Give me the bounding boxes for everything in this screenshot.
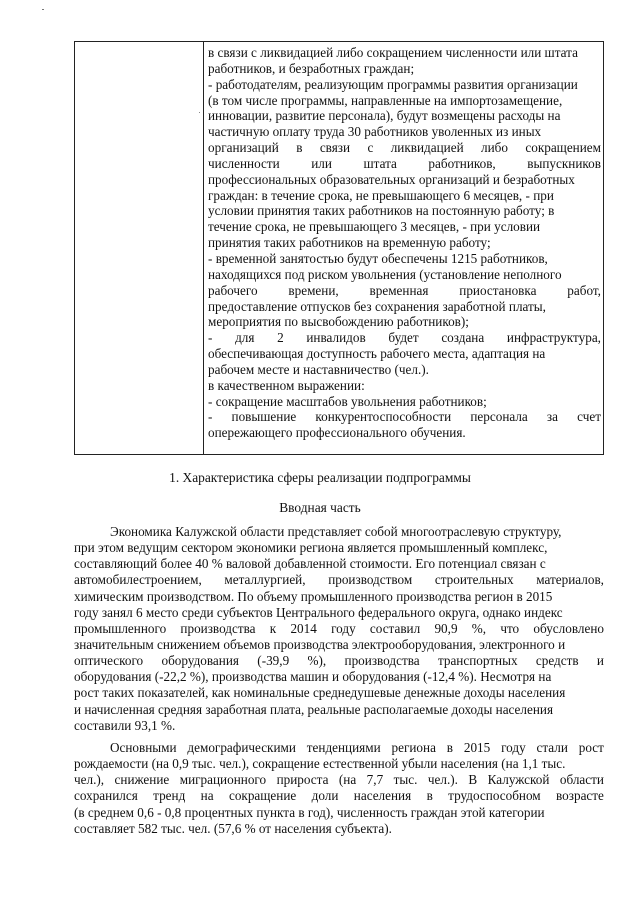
word: инфраструктура,: [506, 330, 601, 346]
word: конкурентоспособности: [315, 409, 452, 425]
word: области: [559, 772, 604, 788]
word: будет: [388, 330, 419, 346]
text-line: течение срока, не превышающего 3 месяцев, - при условии: [208, 219, 541, 235]
word: году: [501, 740, 526, 755]
text-line: [208, 409, 601, 425]
word: времени,: [288, 282, 339, 298]
text-line: [74, 740, 604, 756]
text-line: составляющий более 40 % валовой добавленной стоимости. Его потенциал связан с: [74, 556, 546, 572]
word: автомобилестроением,: [74, 572, 202, 588]
word: составил: [369, 620, 421, 636]
section-title: 1. Характеристика сферы реализации подпрограммы: [169, 470, 471, 485]
word: в: [296, 140, 303, 156]
table-right-cell: [208, 45, 601, 441]
text-line: химическим производством. По объему промышленного производства регион в 2015: [74, 588, 553, 604]
text-line: [208, 156, 601, 172]
word: счет: [577, 409, 601, 425]
word: возрасте: [556, 788, 604, 804]
word: или: [311, 155, 332, 171]
text-line: - временной занятостью будут обеспечены 1215 работников,: [208, 250, 548, 266]
text-line: [208, 140, 601, 156]
text-line: работников, и безработных граждан;: [208, 60, 415, 76]
paragraph-demography: [74, 740, 604, 837]
text-line: [74, 653, 604, 669]
word: тренд: [153, 788, 186, 804]
word: Калужской: [487, 772, 550, 788]
word: работников,: [428, 155, 496, 171]
word: строительных: [434, 572, 514, 588]
text-line: опережающего профессионального обучения.: [208, 425, 466, 441]
word: связи: [319, 140, 351, 156]
word: промышленного: [74, 620, 167, 636]
word: производства: [344, 653, 420, 669]
word: (-39,9: [257, 653, 290, 669]
word: организаций: [208, 140, 279, 156]
word: тыс.: [393, 772, 418, 788]
word: трудоспособном: [448, 788, 541, 804]
text-line: [74, 621, 604, 637]
word: временная: [369, 282, 429, 298]
word: доли: [311, 788, 339, 804]
word: чел.),: [74, 772, 105, 788]
word: 7,7: [366, 772, 384, 788]
text-line: граждан: в течение срока, не превышающего 6 месяцев, - при: [208, 187, 554, 203]
word: миграционного: [179, 772, 267, 788]
text-line: предоставление отпусков без сохранения заработной платы,: [208, 298, 546, 314]
word: (на: [338, 772, 357, 788]
word: для: [235, 330, 255, 346]
word: работ,: [567, 282, 601, 298]
word: %,: [471, 620, 487, 636]
word: В: [468, 772, 478, 788]
text-line: при этом ведущим сектором экономики региона является промышленный комплекс,: [74, 540, 548, 556]
word: оптического: [74, 653, 144, 669]
word: инвалидов: [306, 330, 366, 346]
scan-speck: [199, 112, 200, 113]
word: к: [269, 620, 277, 636]
word: 2015: [463, 740, 491, 755]
word: 2: [277, 330, 284, 346]
word: -: [208, 409, 213, 425]
word: в: [446, 740, 453, 755]
text-line: составили 93,1 %.: [74, 717, 176, 733]
word: %),: [307, 653, 327, 669]
word: на: [200, 788, 214, 804]
text-line: [74, 788, 604, 804]
word: снижение: [114, 772, 170, 788]
word: приостановка: [459, 282, 537, 298]
text-line: принятия таких работников на временную работу;: [208, 235, 491, 251]
word: году: [331, 620, 356, 636]
text-line: в связи с ликвидацией либо сокращением численности или штата: [208, 45, 578, 60]
word: сокращение: [228, 788, 297, 804]
word: в: [426, 788, 433, 804]
word: региона: [391, 740, 436, 755]
word: -: [208, 330, 213, 346]
text-line: Экономика Калужской области представляет собой многоотраслевую структуру,: [110, 524, 562, 539]
word: с: [367, 140, 374, 156]
text-line: мероприятия по высвобождению работников);: [208, 314, 469, 330]
text-line: [74, 572, 604, 588]
text-line: - сокращение масштабов увольнения работников;: [208, 393, 487, 409]
text-line: (в среднем 0,6 - 0,8 процентных пункта в год), численность граждан этой категории: [74, 804, 545, 820]
content-table: [74, 41, 604, 455]
word: штата: [363, 155, 397, 171]
word: материалов,: [536, 572, 604, 588]
text-line: [74, 772, 604, 788]
word: рабочего: [208, 282, 258, 298]
word: транспортных: [437, 653, 518, 669]
word: прироста: [276, 772, 329, 788]
text-line: - работодателям, реализующим программы развития организации: [208, 76, 578, 92]
text-line: условии принятия таких работников на постоянную работу; в: [208, 203, 555, 219]
text-line: профессиональных образовательных организаций и безработных: [208, 171, 575, 187]
text-line: значительным снижением объемов производства электрооборудования, электронного и: [74, 636, 566, 652]
word: создана: [441, 330, 485, 346]
word: чел.).: [427, 772, 458, 788]
word: рост: [578, 740, 604, 755]
text-line: [208, 283, 601, 299]
text-line: и начисленная средняя заработная плата, реальные располагаемые доходы населения: [74, 701, 554, 717]
word: ликвидацией: [390, 140, 464, 156]
word: персонала: [470, 409, 528, 425]
word: металлургией,: [224, 572, 306, 588]
text-line: году занял 6 место среди субъектов Центрального федерального округа, однако индекс: [74, 604, 563, 620]
word: что: [500, 620, 520, 636]
paragraph-economy: [74, 524, 604, 734]
word: повышение: [231, 409, 297, 425]
word: демографическими: [187, 740, 296, 755]
word: 2014: [290, 620, 317, 636]
word: либо: [481, 140, 508, 156]
text-line: (в том числе программы, направленные на импортозамещение,: [208, 92, 563, 108]
word: обусловлено: [533, 620, 604, 636]
word: сокращением: [525, 140, 601, 156]
text-line: обеспечивающая доступность рабочего места, адаптация на: [208, 346, 546, 362]
word: тенденциями: [306, 740, 381, 755]
text-line: составляет 582 тыс. чел. (57,6 % от населения субъекта).: [74, 820, 392, 836]
text-line: оборудования (-22,2 %), производства машин и оборудования (-12,4 %). Несмотря на: [74, 669, 552, 685]
word: 90,9: [434, 620, 458, 636]
text-line: рабочем месте и наставничество (чел.).: [208, 361, 429, 377]
text-line: рождаемости (на 0,9 тыс. чел.), сокращение естественной убыли населения (на 1,1 тыс.: [74, 756, 566, 772]
word: численности: [208, 155, 280, 171]
word: стали: [536, 740, 568, 755]
word: выпускников: [527, 155, 601, 171]
scan-speck: [42, 9, 44, 10]
word: сохранился: [74, 788, 138, 804]
word: средств: [535, 653, 579, 669]
word: за: [546, 409, 558, 425]
text-line: инновации, развитие персонала), будут возмещены расходы на: [208, 108, 561, 124]
table-left-cell: [75, 42, 204, 454]
word: населения: [353, 788, 412, 804]
word: производства: [180, 620, 256, 636]
word: Основными: [110, 740, 177, 755]
text-line: частичную оплату труда 30 работников уволенных из иных: [208, 124, 542, 140]
text-line: в качественном выражении:: [208, 377, 365, 393]
word: и: [596, 653, 604, 669]
text-line: [208, 330, 601, 346]
word: производством: [328, 572, 413, 588]
text-line: находящихся под риском увольнения (установление неполного: [208, 266, 562, 282]
word: оборудования: [161, 653, 239, 669]
intro-title: Вводная часть: [279, 500, 361, 515]
text-line: рост таких показателей, как номинальные среднедушевые денежные доходы населения: [74, 685, 566, 701]
